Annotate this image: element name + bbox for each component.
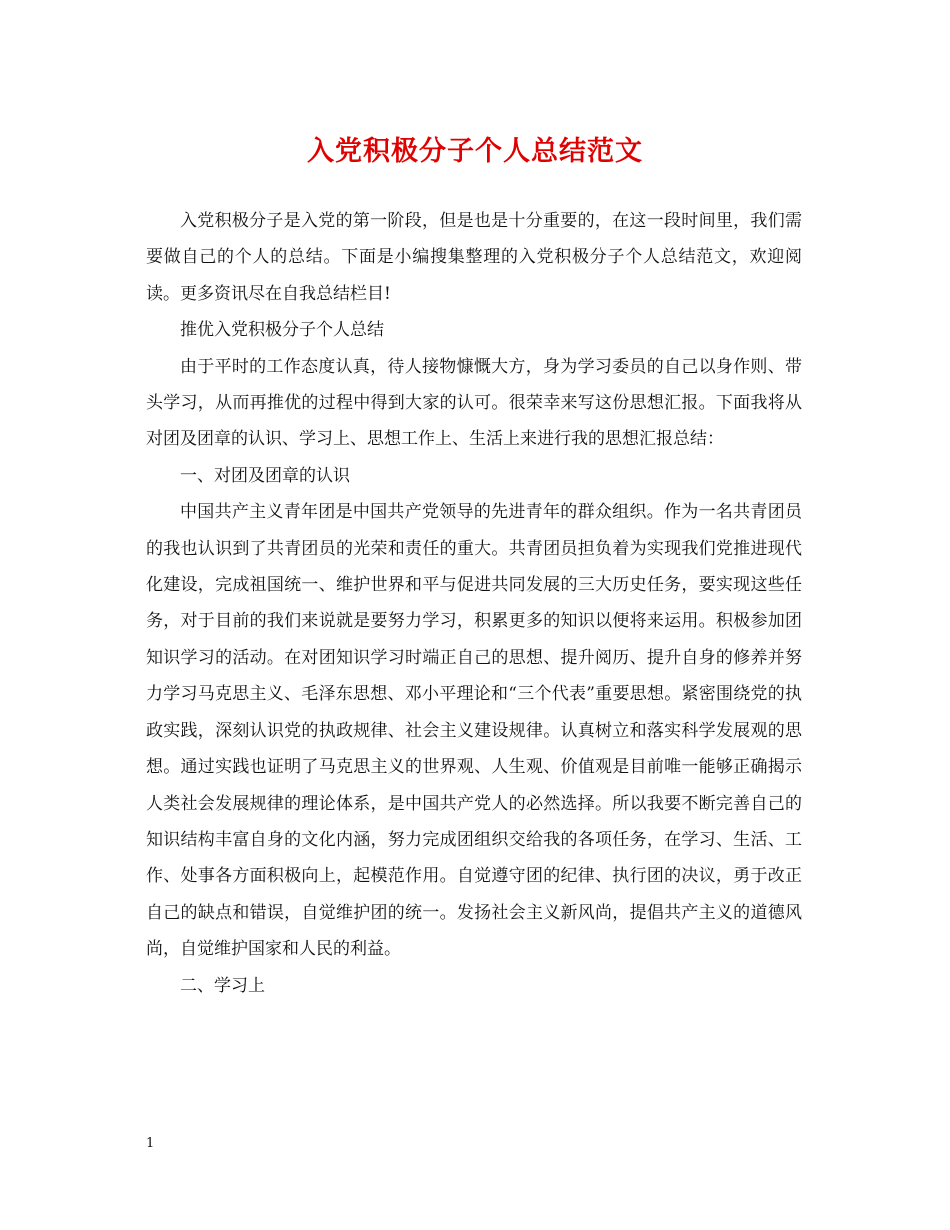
document-body	[146, 203, 802, 1004]
paragraph-recommendation: 由于平时的工作态度认真，待人接物慷慨大方，身为学习委员的自己以身作则、带头学习，从而再推优的过程中得到大家的认可。很荣幸来写这份思想汇报。下面我将从对团及团章的认识、学习上、思想工作上、生活上来进行我的思想汇报总结：	[146, 356, 802, 450]
page-number: 1	[146, 1136, 155, 1151]
paragraph-heading-recommendation: 推优入党积极分子个人总结	[180, 320, 384, 341]
section-heading-league: 一、对团及团章的认识	[180, 465, 350, 486]
paragraph-league: 中国共产主义青年团是中国共产党领导的先进青年的群众组织。作为一名共青团员的我也认识到了共青团员的光荣和责任的重大。共青团员担负着为实现我们党推进现代化建设，完成祖国统一、维护世界和平与促进共同发展的三大历史任务，要实现这些任务，对于目前的我们来说就是要努力学习，积累更多的知识以便将来运用。积极参加团知识学习的活动。在对团知识学习时端正自己的思想、提升阅历、提升自身的修养并努力学习马克思主义、毛泽东思想、邓小平理论和“三个代表”重要思想。紧密围绕党的执政实践，深刻认识党的执政规律、社会主义建设规律。认真树立和落实科学发展观的思想。通过实践也证明了马克思主义的世界观、人生观、价值观是目前唯一能够正确揭示人类社会发展规律的理论体系，是中国共产党人的必然选择。所以我要不断完善自己的知识结构丰富自身的文化内涵，努力完成团组织交给我的各项任务，在学习、生活、工作、处事各方面积极向上，起模范作用。自觉遵守团的纪律、执行团的决议，勇于改正自己的缺点和错误，自觉维护团的统一。发扬社会主义新风尚，提倡共产主义的道德风尚，自觉维护国家和人民的利益。	[146, 502, 802, 960]
section-heading-study: 二、学习上	[180, 975, 265, 996]
document-title: 入党积极分子个人总结范文	[307, 136, 643, 167]
paragraph-intro: 入党积极分子是入党的第一阶段，但是也是十分重要的，在这一段时间里，我们需要做自己的个人的总结。下面是小编搜集整理的入党积极分子个人总结范文，欢迎阅读。更多资讯尽在自我总结栏目!	[146, 211, 802, 304]
